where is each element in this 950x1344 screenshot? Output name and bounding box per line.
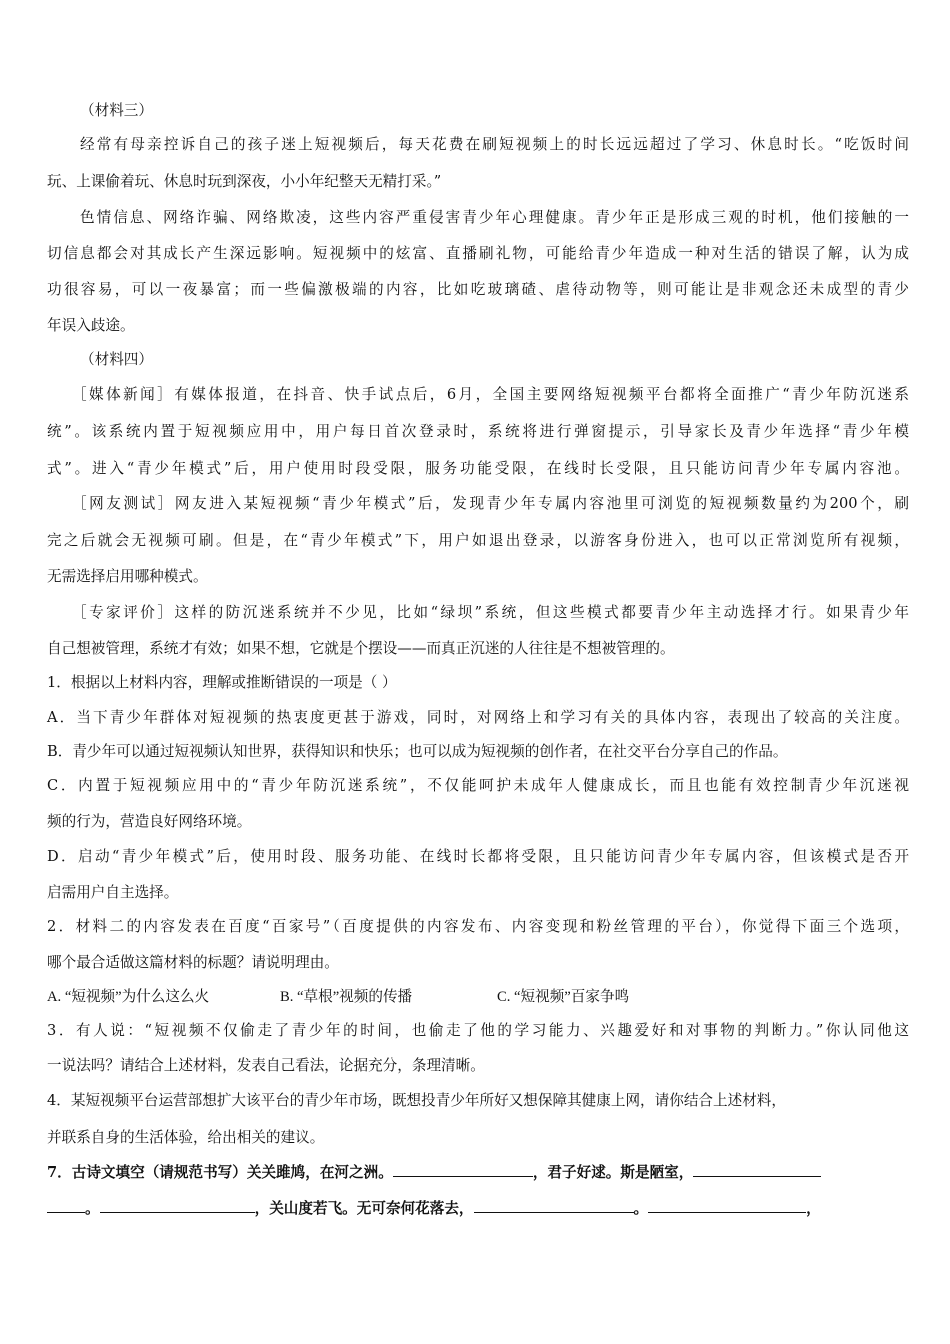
q1-option-c-line1: C．内置于短视频应用中的“青少年防沉迷系统”，不仅能呵护未成年人健康成长，而且也能有效控制青少年沉迷视 (47, 777, 909, 794)
material3-p1-line1: 经常有母亲控诉自己的孩子迷上短视频后，每天花费在刷短视频上的时长远远超过了学习、休息时长。“吃饭时间 (80, 136, 909, 153)
answer-blank-2-cont[interactable] (47, 1198, 85, 1213)
material4-heading: （材料四） (80, 351, 153, 368)
q2-stem-line2: 哪个最合适做这篇材料的标题？请说明理由。 (47, 954, 339, 971)
q7-prompt-5: 。 (633, 1200, 649, 1217)
q2-option-a: A. “短视频”为什么这么火 (47, 989, 210, 1005)
q1-option-c-line2: 频的行为，营造良好网络环境。 (47, 813, 252, 830)
material4-p3-line2: 自己想被管理，系统才有效；如果不想，它就是个摆设——而真正沉迷的人往往是不想被管理的。 (47, 640, 675, 657)
answer-blank-4[interactable] (474, 1198, 634, 1213)
q3-line1: 3．有人说：“短视频不仅偷走了青少年的时间，也偷走了他的学习能力、兴趣爱好和对事物的判断力。”你认同他这 (47, 1022, 909, 1039)
q1-option-a: A．当下青少年群体对短视频的热衷度更甚于游戏，同时，对网络上和学习有关的具体内容，表现出了较高的关注度。 (47, 709, 909, 726)
answer-blank-5[interactable] (648, 1198, 806, 1213)
material3-p2-line1: 色情信息、网络诈骗、网络欺凌，这些内容严重侵害青少年心理健康。青少年正是形成三观的时机，他们接触的一 (80, 209, 909, 226)
q4-line2: 并联系自身的生活体验，给出相关的建议。 (47, 1129, 325, 1146)
material4-p2-line3: 无需选择启用哪种模式。 (47, 568, 208, 585)
material3-p2-line3: 功很容易，可以一夜暴富；而一些偏激极端的内容，比如吃玻璃碴、虐待动物等，则可能让是非观念还未成型的青少 (47, 281, 909, 298)
q7-line2 (47, 1198, 909, 1219)
material4-p2-line1: ［网友测试］网友进入某短视频“青少年模式”后，发现青少年专属内容池里可浏览的短视频数量约为200个，刷 (72, 495, 909, 512)
q1-option-d-line1: D．启动“青少年模式”后，使用时段、服务功能、在线时长都将受限，且只能访问青少年专属内容，但该模式是否开 (47, 848, 909, 865)
answer-blank-2[interactable] (693, 1162, 821, 1177)
material4-p2-line2: 完之后就会无视频可刷。但是，在“青少年模式”下，用户如退出登录，以游客身份进入，也可以正常浏览所有视频， (47, 532, 909, 549)
q3-line2: 一说法吗？请结合上述材料，发表自己看法，论据充分，条理清晰。 (47, 1057, 485, 1074)
q7-line1 (47, 1162, 909, 1183)
answer-blank-1[interactable] (393, 1162, 533, 1177)
q7-prompt-6: ， (806, 1200, 821, 1217)
q1-option-d-line2: 启需用户自主选择。 (47, 884, 179, 901)
q1-option-b: B．青少年可以通过短视频认知世界，获得知识和快乐；也可以成为短视频的创作者，在社交平台分享自己的作品。 (47, 743, 788, 760)
q7-prompt-2: ，君子好逑。斯是陋室， (532, 1164, 694, 1181)
material4-p3-line1: ［专家评价］这样的防沉迷系统并不少见，比如“绿坝”系统，但这些模式都要青少年主动选择才行。如果青少年 (72, 604, 909, 621)
q2-stem-line1: 2．材料二的内容发表在百度“百家号”（百度提供的内容发布、内容变现和粉丝管理的平台），你觉得下面三个选项， (47, 918, 909, 935)
answer-blank-3[interactable] (100, 1198, 255, 1213)
q1-stem: 1．根据以上材料内容，理解或推断错误的一项是（ ） (47, 674, 397, 691)
q2-option-c: C. “短视频”百家争鸣 (497, 989, 630, 1005)
material3-p2-line2: 切信息都会对其成长产生深远影响。短视频中的炫富、直播刷礼物，可能给青少年造成一种对生活的错误了解，认为成 (47, 245, 909, 262)
material3-p2-line4: 年误入歧途。 (47, 317, 135, 334)
q7-prompt-3: 。 (85, 1200, 100, 1217)
material4-p1-line3: 式”。进入“青少年模式”后，用户使用时段受限，服务功能受限，在线时长受限，且只能访问青少年专属内容池。 (47, 460, 909, 477)
material4-p1-line1: ［媒体新闻］有媒体报道，在抖音、快手试点后，6月，全国主要网络短视频平台都将全面推广“青少年防沉迷系 (72, 386, 909, 403)
q7-prompt-1: 7．古诗文填空（请规范书写）关关雎鸠，在河之洲。 (47, 1164, 393, 1181)
material3-p1-line2: 玩、上课偷着玩、休息时玩到深夜，小小年纪整天无精打采。” (47, 173, 442, 190)
material3-heading: （材料三） (80, 102, 153, 119)
q7-prompt-4: ，关山度若飞。无可奈何花落去， (254, 1200, 474, 1217)
material4-p1-line2: 统”。该系统内置于短视频应用中，用户每日首次登录时，系统将进行弹窗提示，引导家长及青少年选择“青少年模 (47, 423, 909, 440)
q2-option-b: B. “草根”视频的传播 (280, 989, 413, 1005)
q4-line1: 4．某短视频平台运营部想扩大该平台的青少年市场，既想投青少年所好又想保障其健康上网，请你结合上述材料， (47, 1092, 786, 1109)
